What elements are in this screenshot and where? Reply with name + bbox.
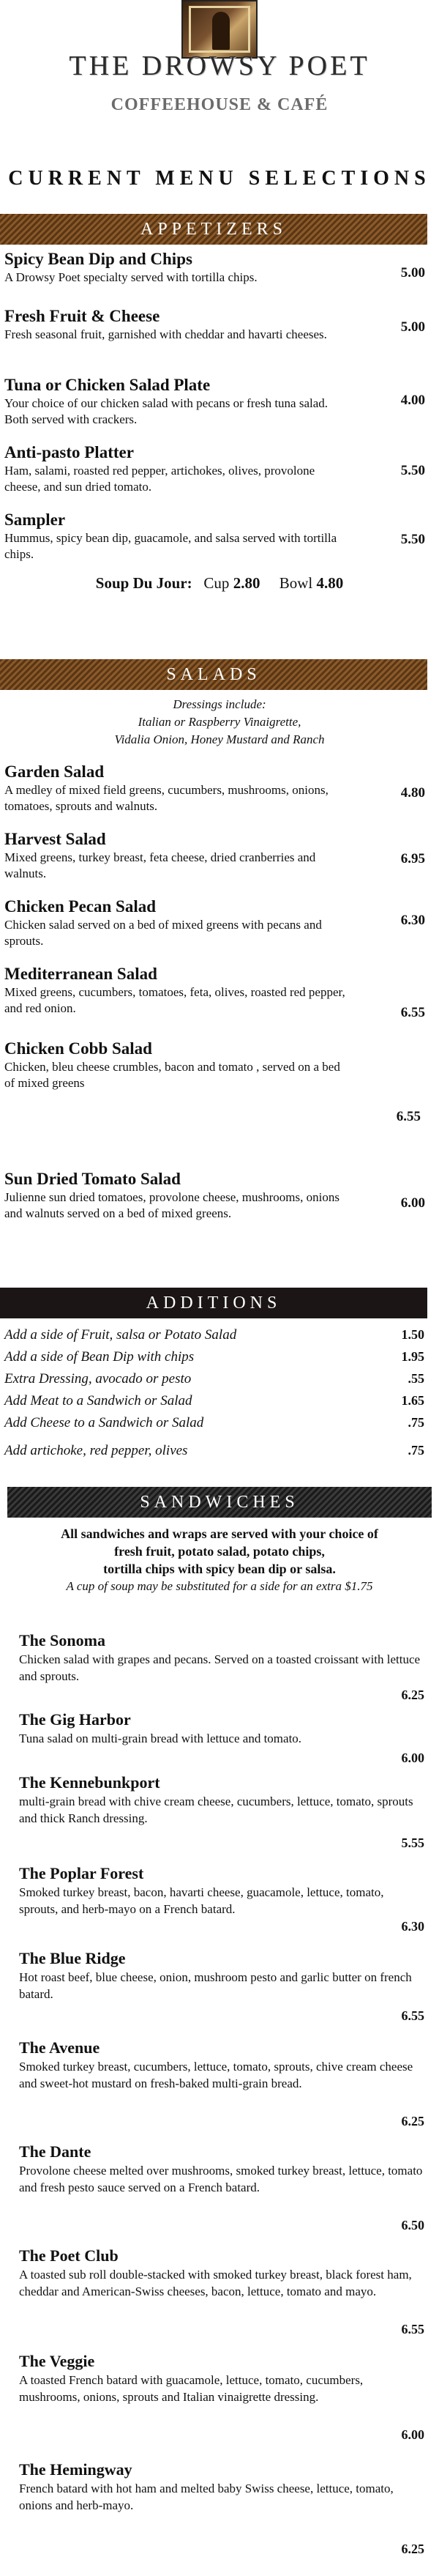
cafe-name: THE DROWSY POET — [69, 51, 370, 81]
item-name: The Sonoma — [19, 1631, 105, 1649]
soup-cup-label: Cup — [203, 574, 230, 592]
item-name: The Hemingway — [19, 2460, 132, 2479]
soup-bowl-price: 4.80 — [316, 574, 344, 592]
soup-label: Soup Du Jour: — [95, 574, 192, 592]
menu-item — [4, 762, 432, 814]
item-price: 6.25 — [401, 2114, 424, 2128]
addition-label: Add Cheese to a Sandwich or Salad — [4, 1415, 204, 1430]
sandwich-item — [19, 1863, 433, 1934]
menu-item — [4, 1039, 432, 1124]
dressings-note — [0, 696, 439, 749]
addition-price: 1.95 — [401, 1349, 424, 1364]
item-price: 4.80 — [400, 785, 425, 801]
item-price: 6.30 — [400, 913, 425, 928]
addition-row — [4, 1443, 433, 1459]
item-name: Garden Salad — [4, 762, 105, 781]
sandwich-item — [19, 1630, 433, 1702]
sandwich-item — [19, 2351, 433, 2442]
item-desc: Fresh seasonal fruit, garnished with cheddar and havarti cheeses. — [4, 327, 327, 341]
item-price: 6.55 — [401, 2322, 424, 2336]
intro-line: All sandwiches and wraps are served with your choice of — [61, 1526, 378, 1541]
item-name: Fresh Fruit & Cheese — [4, 307, 160, 325]
addition-row — [4, 1349, 433, 1365]
item-price: 6.95 — [400, 851, 425, 866]
item-desc: A toasted sub roll double-stacked with smoked turkey breast, black forest ham, cheddar and American-Swiss cheeses, bacon, lettuce, tomato and mayo. — [19, 2268, 412, 2298]
soup-bowl-label: Bowl — [279, 574, 313, 592]
item-price: 6.00 — [401, 2427, 424, 2442]
item-desc: Hummus, spicy bean dip, guacamole, and salsa served with tortilla chips. — [4, 531, 337, 561]
addition-row — [4, 1415, 433, 1431]
item-desc: Julienne sun dried tomatoes, provolone cheese, mushrooms, onions and walnuts served on a bed of mixed greens. — [4, 1190, 339, 1220]
item-desc: Chicken salad served on a bed of mixed greens with pecans and sprouts. — [4, 918, 322, 948]
menu-item — [4, 375, 432, 428]
menu-item — [4, 442, 432, 495]
soup-substitution-note: A cup of soup may be substituted for a side for an extra $1.75 — [66, 1579, 373, 1593]
menu-item — [4, 897, 432, 949]
menu-item — [4, 249, 432, 286]
menu-heading: CURRENT MENU SELECTIONS — [8, 167, 431, 190]
addition-label: Add Meat to a Sandwich or Salad — [4, 1393, 192, 1408]
poet-figure-icon — [212, 12, 230, 50]
sandwich-item — [19, 1710, 433, 1765]
addition-row — [4, 1393, 433, 1409]
item-price: 6.00 — [400, 1195, 425, 1211]
item-name: Sun Dried Tomato Salad — [4, 1170, 181, 1188]
item-desc: Ham, salami, roasted red pepper, artichokes, olives, provolone cheese, and sun dried tomato. — [4, 464, 315, 494]
item-name: Harvest Salad — [4, 830, 106, 848]
addition-row — [4, 1327, 433, 1343]
sandwiches-heading: SANDWICHES — [7, 1487, 432, 1518]
item-price: 6.55 — [396, 1109, 421, 1124]
menu-item — [4, 510, 432, 563]
item-desc: French batard with hot ham and melted baby Swiss cheese, lettuce, tomato, onions and herb-mayo. — [19, 2482, 394, 2512]
addition-row — [4, 1371, 433, 1387]
item-price: 6.25 — [401, 2542, 424, 2556]
addition-price: 1.65 — [401, 1393, 424, 1408]
item-price: 6.55 — [401, 2008, 424, 2023]
item-price: 5.00 — [400, 265, 425, 281]
sandwich-item — [19, 2038, 433, 2128]
item-name: Mediterranean Salad — [4, 965, 157, 983]
item-name: The Avenue — [19, 2038, 100, 2057]
item-name: The Dante — [19, 2142, 91, 2161]
sandwich-item — [19, 1948, 433, 2023]
item-desc: Smoked turkey breast, cucumbers, lettuce, tomato, sprouts, chive cream cheese and sweet-hot mustard on fresh-baked multi-grain bread. — [19, 2060, 413, 2090]
item-desc: Chicken salad with grapes and pecans. Served on a toasted croissant with lettuce and sprouts. — [19, 1652, 421, 1683]
item-desc: A toasted French batard with guacamole, lettuce, tomato, cucumbers, mushrooms, onions, sprouts and Italian vinaigrette dressing. — [19, 2373, 364, 2404]
item-desc: Provolone cheese melted over mushrooms, smoked turkey breast, lettuce, tomato and fresh pesto sauce served on a French batard. — [19, 2164, 423, 2194]
menu-item — [4, 306, 432, 343]
item-desc: Tuna salad on multi-grain bread with lettuce and tomato. — [19, 1731, 302, 1745]
item-name: Tuna or Chicken Salad Plate — [4, 376, 211, 394]
item-desc: multi-grain bread with chive cream cheese, cucumbers, lettuce, tomato, sprouts and thick Ranch dressing. — [19, 1794, 413, 1825]
item-name: Sampler — [4, 511, 66, 529]
item-name: The Poplar Forest — [19, 1864, 144, 1882]
item-name: The Veggie — [19, 2352, 95, 2370]
soup-du-jour — [0, 574, 439, 593]
appetizers-heading: APPETIZERS — [0, 214, 427, 245]
sandwich-item — [19, 1773, 433, 1850]
item-desc: Chicken, bleu cheese crumbles, bacon and tomato , served on a bed of mixed greens — [4, 1060, 340, 1090]
dressings-line: Dressings include: — [173, 697, 266, 711]
item-desc: Mixed greens, turkey breast, feta cheese, dried cranberries and walnuts. — [4, 850, 316, 880]
addition-price: 1.50 — [401, 1327, 424, 1342]
addition-price: .75 — [408, 1443, 424, 1458]
salads-heading: SALADS — [0, 659, 427, 690]
additions-heading: ADDITIONS — [0, 1288, 427, 1318]
menu-item — [4, 964, 432, 1020]
item-name: Chicken Pecan Salad — [4, 897, 157, 916]
dressings-line: Italian or Raspberry Vinaigrette, — [138, 715, 301, 729]
item-price: 5.50 — [400, 532, 425, 547]
item-desc: Mixed greens, cucumbers, tomatoes, feta, olives, roasted red pepper, and red onion. — [4, 985, 345, 1015]
addition-label: Extra Dressing, avocado or pesto — [4, 1371, 192, 1387]
addition-label: Add artichoke, red pepper, olives — [4, 1443, 188, 1458]
dressings-line: Vidalia Onion, Honey Mustard and Ranch — [114, 732, 325, 746]
addition-price: .55 — [408, 1371, 424, 1386]
item-price: 4.00 — [400, 393, 425, 408]
menu-item — [4, 1169, 432, 1222]
item-name: Spicy Bean Dip and Chips — [4, 250, 192, 268]
item-desc: A medley of mixed field greens, cucumbers, mushrooms, onions, tomatoes, sprouts and walnuts. — [4, 783, 329, 813]
item-desc: Smoked turkey breast, bacon, havarti cheese, guacamole, lettuce, tomato, sprouts, and herb-mayo on a French batard. — [19, 1885, 384, 1916]
addition-price: .75 — [408, 1415, 424, 1430]
item-name: The Blue Ridge — [19, 1949, 126, 1967]
item-name: The Gig Harbor — [19, 1710, 131, 1729]
item-desc: A Drowsy Poet specialty served with tortilla chips. — [4, 270, 258, 284]
menu-item — [4, 829, 432, 882]
item-name: Anti-pasto Platter — [4, 443, 134, 461]
item-price: 6.50 — [401, 2218, 424, 2232]
sandwich-item — [19, 2460, 433, 2556]
item-price: 6.55 — [400, 1005, 425, 1020]
item-price: 6.25 — [401, 1688, 424, 1702]
item-name: Chicken Cobb Salad — [4, 1039, 152, 1058]
item-desc: Hot roast beef, blue cheese, onion, mushroom pesto and garlic butter on french batard. — [19, 1970, 412, 2001]
sandwiches-intro — [0, 1525, 439, 1595]
item-name: The Poet Club — [19, 2246, 119, 2265]
item-name: The Kennebunkport — [19, 1773, 160, 1792]
sandwich-item — [19, 2246, 433, 2336]
addition-label: Add a side of Fruit, salsa or Potato Salad — [4, 1327, 237, 1343]
soup-cup-price: 2.80 — [233, 574, 260, 592]
item-price: 5.50 — [400, 463, 425, 478]
addition-label: Add a side of Bean Dip with chips — [4, 1349, 195, 1365]
intro-line: fresh fruit, potato salad, potato chips, — [114, 1544, 325, 1559]
item-desc: Your choice of our chicken salad with pecans or fresh tuna salad. Both served with crackers. — [4, 396, 329, 426]
item-price: 6.00 — [401, 1751, 424, 1765]
sandwich-item — [19, 2142, 433, 2232]
intro-line: tortilla chips with spicy bean dip or salsa. — [103, 1562, 336, 1576]
cafe-subtitle: COFFEEHOUSE & CAFÉ — [110, 95, 329, 114]
item-price: 6.30 — [401, 1919, 424, 1934]
item-price: 5.55 — [401, 1836, 424, 1850]
item-price: 5.00 — [400, 319, 425, 335]
